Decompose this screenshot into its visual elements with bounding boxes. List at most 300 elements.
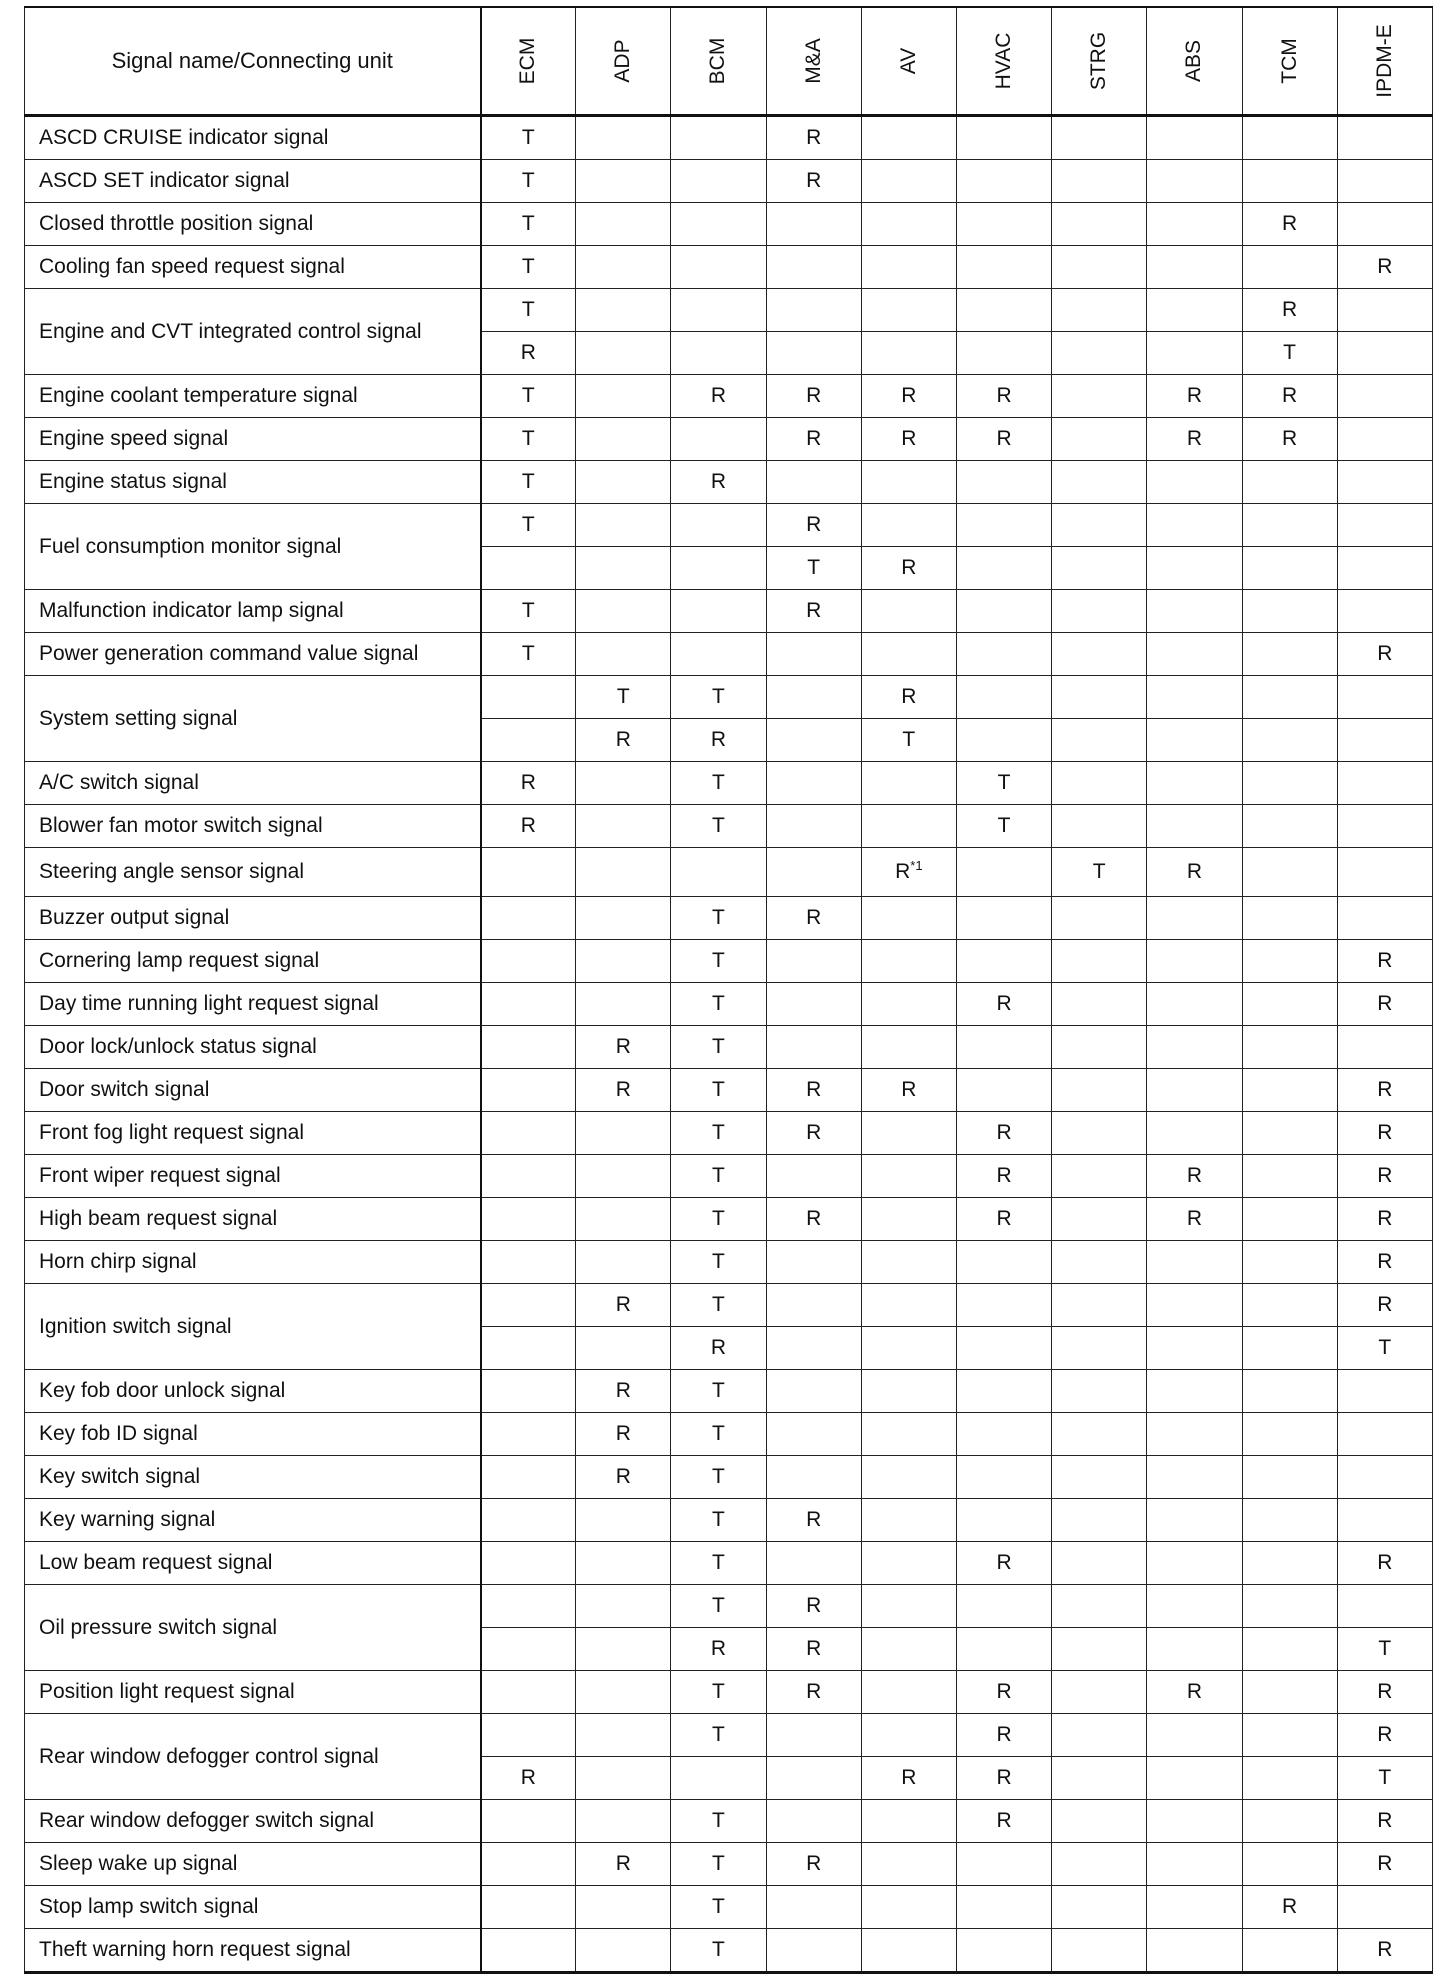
- unit-column-header: [1052, 7, 1147, 116]
- unit-value-cell: R: [576, 1069, 671, 1112]
- unit-value-cell: [1147, 116, 1242, 160]
- unit-value-cell: [1052, 805, 1147, 848]
- footnote-marker: *1: [910, 858, 923, 873]
- unit-value-cell: [481, 1585, 576, 1628]
- unit-value-cell: [1147, 1499, 1242, 1542]
- unit-value-cell: T: [481, 160, 576, 203]
- unit-value-cell: [956, 1370, 1051, 1413]
- unit-column-label: STRG: [1087, 31, 1111, 91]
- table-row: [25, 461, 1433, 504]
- unit-value-cell: [956, 332, 1051, 375]
- unit-value-cell: [766, 1241, 861, 1284]
- unit-value-cell: R: [956, 1671, 1051, 1714]
- unit-value-cell: [861, 246, 956, 289]
- unit-value-cell: T: [956, 762, 1051, 805]
- unit-column-header: [1242, 7, 1337, 116]
- unit-column-header: [481, 7, 576, 116]
- unit-value-cell: [1147, 1370, 1242, 1413]
- unit-value-cell: [861, 504, 956, 547]
- unit-value-cell: [1052, 1327, 1147, 1370]
- unit-value-cell: [956, 1069, 1051, 1112]
- unit-value-cell: R: [1337, 1284, 1432, 1327]
- unit-value-cell: R: [1242, 418, 1337, 461]
- unit-value-cell: R: [481, 1757, 576, 1800]
- table-header: [25, 7, 1433, 116]
- unit-value-cell: [671, 547, 766, 590]
- unit-value-cell: [481, 1671, 576, 1714]
- unit-value-cell: [861, 848, 956, 897]
- table-row: [25, 1069, 1433, 1112]
- unit-value-cell: [766, 633, 861, 676]
- unit-value-cell: [1052, 719, 1147, 762]
- signal-name-cell: Closed throttle position signal: [25, 203, 481, 246]
- unit-value-cell: [956, 848, 1051, 897]
- unit-value-cell: [1052, 1671, 1147, 1714]
- unit-value-cell: [1052, 1069, 1147, 1112]
- unit-value-cell: R: [576, 719, 671, 762]
- signal-name-column-header: Signal name/Connecting unit: [25, 7, 481, 116]
- unit-value-cell: [481, 1069, 576, 1112]
- unit-value-cell: [1147, 1112, 1242, 1155]
- table-row: [25, 1198, 1433, 1241]
- unit-value-cell: [861, 633, 956, 676]
- unit-value-cell: [1337, 1370, 1432, 1413]
- unit-value-cell: [671, 332, 766, 375]
- unit-value-cell: [766, 719, 861, 762]
- unit-value-cell: [766, 762, 861, 805]
- table-row: [25, 375, 1433, 418]
- unit-value-cell: [861, 1413, 956, 1456]
- unit-value-cell: [1052, 461, 1147, 504]
- signal-name-cell: Door lock/unlock status signal: [25, 1026, 481, 1069]
- unit-value-cell: R: [956, 1714, 1051, 1757]
- table-row: [25, 160, 1433, 203]
- unit-value-cell: [1242, 116, 1337, 160]
- unit-value-cell: T: [481, 116, 576, 160]
- unit-value-cell: [1242, 1413, 1337, 1456]
- unit-value-cell: [1147, 1026, 1242, 1069]
- unit-value-cell: T: [1242, 332, 1337, 375]
- unit-column-label: HVAC: [992, 32, 1016, 90]
- unit-value-cell: [1052, 1456, 1147, 1499]
- unit-value-cell: [956, 1886, 1051, 1929]
- table-row: [25, 1370, 1433, 1413]
- unit-value-cell: [1052, 160, 1147, 203]
- unit-value-cell: T: [671, 1284, 766, 1327]
- unit-value-cell: [1052, 1198, 1147, 1241]
- unit-value-cell: [576, 547, 671, 590]
- unit-value-cell: [956, 289, 1051, 332]
- unit-value-cell: [1242, 1327, 1337, 1370]
- unit-value-cell: [766, 1026, 861, 1069]
- unit-value-cell: [956, 590, 1051, 633]
- signal-name-cell: Rear window defogger switch signal: [25, 1800, 481, 1843]
- unit-value-cell: [861, 203, 956, 246]
- unit-value-cell: R: [766, 1671, 861, 1714]
- unit-value-cell: [766, 1413, 861, 1456]
- unit-value-cell: R: [1242, 1886, 1337, 1929]
- unit-value-cell: R: [956, 1757, 1051, 1800]
- unit-value-cell: [576, 332, 671, 375]
- unit-column-header: [861, 7, 956, 116]
- cell-value: R: [895, 860, 911, 883]
- signal-name-cell: Power generation command value signal: [25, 633, 481, 676]
- unit-value-cell: [861, 1671, 956, 1714]
- unit-value-cell: [671, 160, 766, 203]
- unit-value-cell: T: [671, 1198, 766, 1241]
- table-row: [25, 590, 1433, 633]
- signal-name-cell: Engine status signal: [25, 461, 481, 504]
- unit-value-cell: [1147, 1327, 1242, 1370]
- unit-value-cell: [1147, 676, 1242, 719]
- unit-value-cell: R: [956, 375, 1051, 418]
- unit-value-cell: [1242, 504, 1337, 547]
- unit-value-cell: [576, 1112, 671, 1155]
- unit-value-cell: [766, 1886, 861, 1929]
- unit-value-cell: T: [1337, 1327, 1432, 1370]
- unit-value-cell: [861, 762, 956, 805]
- unit-value-cell: [671, 1757, 766, 1800]
- unit-value-cell: [481, 1413, 576, 1456]
- unit-value-cell: [1242, 633, 1337, 676]
- signal-name-cell: Key warning signal: [25, 1499, 481, 1542]
- unit-value-cell: [1337, 1456, 1432, 1499]
- unit-value-cell: [1052, 1413, 1147, 1456]
- unit-value-cell: [576, 848, 671, 897]
- unit-value-cell: [1052, 1843, 1147, 1886]
- unit-value-cell: [1052, 676, 1147, 719]
- unit-value-cell: [1337, 547, 1432, 590]
- unit-value-cell: R: [1242, 203, 1337, 246]
- unit-value-cell: [861, 1327, 956, 1370]
- table-row: [25, 1112, 1433, 1155]
- unit-value-cell: [766, 848, 861, 897]
- unit-value-cell: T: [671, 1671, 766, 1714]
- unit-value-cell: [481, 848, 576, 897]
- signal-name-cell: Cornering lamp request signal: [25, 940, 481, 983]
- unit-column-header: [766, 7, 861, 116]
- unit-value-cell: [1337, 1886, 1432, 1929]
- unit-value-cell: [861, 1155, 956, 1198]
- unit-value-cell: [956, 1327, 1051, 1370]
- unit-value-cell: R: [1337, 1714, 1432, 1757]
- unit-value-cell: [1147, 246, 1242, 289]
- unit-value-cell: [1337, 762, 1432, 805]
- unit-value-cell: T: [1337, 1757, 1432, 1800]
- unit-value-cell: [1147, 762, 1242, 805]
- unit-value-cell: [481, 1284, 576, 1327]
- unit-value-cell: [1147, 203, 1242, 246]
- unit-value-cell: [1337, 1413, 1432, 1456]
- unit-value-cell: [1147, 897, 1242, 940]
- table-row: [25, 940, 1433, 983]
- unit-value-cell: [1052, 116, 1147, 160]
- unit-value-cell: [956, 1929, 1051, 1973]
- unit-value-cell: [861, 1284, 956, 1327]
- unit-value-cell: R: [766, 418, 861, 461]
- unit-column-header: [1337, 7, 1432, 116]
- signal-name-cell: Day time running light request signal: [25, 983, 481, 1026]
- unit-value-cell: [861, 1929, 956, 1973]
- unit-value-cell: [956, 203, 1051, 246]
- unit-value-cell: [1147, 983, 1242, 1026]
- unit-value-cell: [1147, 461, 1242, 504]
- unit-value-cell: [481, 1327, 576, 1370]
- unit-value-cell: [1147, 633, 1242, 676]
- unit-value-cell: [766, 1370, 861, 1413]
- unit-value-cell: [481, 1155, 576, 1198]
- unit-value-cell: [1242, 940, 1337, 983]
- unit-value-cell: [1337, 289, 1432, 332]
- unit-value-cell: [1242, 1155, 1337, 1198]
- unit-value-cell: R: [956, 1198, 1051, 1241]
- unit-value-cell: [576, 1628, 671, 1671]
- unit-value-cell: R: [766, 375, 861, 418]
- unit-value-cell: [481, 1628, 576, 1671]
- unit-value-cell: [1242, 590, 1337, 633]
- signal-name-cell: Front wiper request signal: [25, 1155, 481, 1198]
- signal-name-cell: Horn chirp signal: [25, 1241, 481, 1284]
- unit-value-cell: [766, 983, 861, 1026]
- signal-name-cell: Cooling fan speed request signal: [25, 246, 481, 289]
- unit-value-cell: T: [481, 418, 576, 461]
- unit-value-cell: [481, 676, 576, 719]
- unit-value-cell: [1147, 590, 1242, 633]
- unit-value-cell: [1242, 461, 1337, 504]
- signal-name-cell: Oil pressure switch signal: [25, 1585, 481, 1671]
- unit-value-cell: [576, 1241, 671, 1284]
- unit-value-cell: R: [956, 418, 1051, 461]
- unit-value-cell: [956, 1499, 1051, 1542]
- unit-value-cell: R: [766, 160, 861, 203]
- unit-value-cell: [1147, 1800, 1242, 1843]
- signal-table-document: [24, 6, 1432, 1974]
- unit-value-cell: T: [671, 1542, 766, 1585]
- signal-name-cell: Engine speed signal: [25, 418, 481, 461]
- unit-value-cell: [861, 1456, 956, 1499]
- unit-value-cell: [956, 1456, 1051, 1499]
- unit-value-cell: [956, 246, 1051, 289]
- signal-name-cell: Malfunction indicator lamp signal: [25, 590, 481, 633]
- unit-value-cell: [576, 1714, 671, 1757]
- unit-column-header: [1147, 7, 1242, 116]
- signal-name-cell: System setting signal: [25, 676, 481, 762]
- unit-value-cell: R: [766, 1585, 861, 1628]
- unit-value-cell: [956, 1413, 1051, 1456]
- unit-value-cell: [1147, 547, 1242, 590]
- unit-value-cell: R: [766, 504, 861, 547]
- unit-value-cell: R: [1337, 246, 1432, 289]
- unit-value-cell: [576, 289, 671, 332]
- table-row: [25, 1886, 1433, 1929]
- unit-value-cell: [766, 461, 861, 504]
- unit-value-cell: R: [861, 375, 956, 418]
- unit-value-cell: [1052, 504, 1147, 547]
- unit-value-cell: [861, 940, 956, 983]
- unit-value-cell: R: [1147, 375, 1242, 418]
- unit-value-cell: [1052, 762, 1147, 805]
- signal-name-cell: ASCD SET indicator signal: [25, 160, 481, 203]
- unit-value-cell: [1242, 983, 1337, 1026]
- unit-value-cell: [576, 1757, 671, 1800]
- signal-name-cell: ASCD CRUISE indicator signal: [25, 116, 481, 160]
- unit-value-cell: R: [1147, 848, 1242, 897]
- unit-value-cell: [956, 1628, 1051, 1671]
- unit-value-cell: [481, 983, 576, 1026]
- table-row: [25, 504, 1433, 547]
- unit-value-cell: [861, 590, 956, 633]
- unit-value-cell: R: [766, 116, 861, 160]
- unit-value-cell: T: [481, 590, 576, 633]
- table-row: [25, 805, 1433, 848]
- unit-value-cell: [1242, 1585, 1337, 1628]
- unit-value-cell: [481, 1843, 576, 1886]
- unit-value-cell: [1052, 1585, 1147, 1628]
- unit-value-cell: [1147, 160, 1242, 203]
- unit-value-cell: [481, 940, 576, 983]
- unit-value-cell: [766, 1929, 861, 1973]
- unit-value-cell: [1052, 1800, 1147, 1843]
- unit-value-cell: R: [956, 1800, 1051, 1843]
- unit-value-cell: [671, 504, 766, 547]
- unit-value-cell: T: [481, 246, 576, 289]
- unit-value-cell: R: [576, 1284, 671, 1327]
- unit-value-cell: [481, 1026, 576, 1069]
- unit-value-cell: T: [671, 983, 766, 1026]
- unit-value-cell: [1337, 332, 1432, 375]
- unit-value-cell: [1052, 1284, 1147, 1327]
- unit-value-cell: [576, 590, 671, 633]
- unit-value-cell: R: [576, 1843, 671, 1886]
- unit-value-cell: [1242, 1800, 1337, 1843]
- unit-value-cell: T: [956, 805, 1051, 848]
- unit-value-cell: [576, 160, 671, 203]
- signal-name-cell: Stop lamp switch signal: [25, 1886, 481, 1929]
- unit-value-cell: [576, 203, 671, 246]
- unit-value-cell: R: [861, 547, 956, 590]
- unit-value-cell: [576, 897, 671, 940]
- unit-value-cell: [1242, 1026, 1337, 1069]
- unit-value-cell: R: [956, 1542, 1051, 1585]
- signal-name-cell: Sleep wake up signal: [25, 1843, 481, 1886]
- unit-value-cell: [1147, 1069, 1242, 1112]
- unit-value-cell: [1242, 1198, 1337, 1241]
- unit-value-cell: R: [1337, 1155, 1432, 1198]
- unit-value-cell: R: [861, 1757, 956, 1800]
- unit-value-cell: [956, 719, 1051, 762]
- unit-value-cell: [861, 1628, 956, 1671]
- table-row: [25, 116, 1433, 160]
- signal-name-cell: Ignition switch signal: [25, 1284, 481, 1370]
- signal-name-cell: Low beam request signal: [25, 1542, 481, 1585]
- unit-value-cell: [576, 633, 671, 676]
- unit-value-cell: [1147, 1542, 1242, 1585]
- unit-value-cell: [1337, 160, 1432, 203]
- unit-value-cell: T: [671, 1069, 766, 1112]
- table-row: [25, 289, 1433, 332]
- unit-value-cell: [956, 1284, 1051, 1327]
- unit-value-cell: R: [956, 1112, 1051, 1155]
- signal-name-cell: Engine coolant temperature signal: [25, 375, 481, 418]
- unit-value-cell: [1147, 1628, 1242, 1671]
- unit-value-cell: [1147, 1843, 1242, 1886]
- unit-value-cell: T: [671, 1585, 766, 1628]
- table-row: [25, 1800, 1433, 1843]
- unit-value-cell: [576, 504, 671, 547]
- unit-value-cell: R: [766, 1069, 861, 1112]
- unit-value-cell: [1147, 504, 1242, 547]
- unit-value-cell: [1242, 160, 1337, 203]
- unit-value-cell: [1052, 547, 1147, 590]
- unit-value-cell: R: [1147, 1671, 1242, 1714]
- unit-value-cell: R: [1337, 1069, 1432, 1112]
- table-row: [25, 633, 1433, 676]
- signal-name-cell: Key fob ID signal: [25, 1413, 481, 1456]
- unit-value-cell: [766, 676, 861, 719]
- unit-value-cell: [956, 633, 1051, 676]
- unit-value-cell: R: [1337, 1241, 1432, 1284]
- signal-name-cell: Door switch signal: [25, 1069, 481, 1112]
- unit-value-cell: [576, 1198, 671, 1241]
- unit-column-label: ABS: [1182, 39, 1206, 83]
- unit-value-cell: [861, 897, 956, 940]
- signal-name-cell: Blower fan motor switch signal: [25, 805, 481, 848]
- table-row: [25, 897, 1433, 940]
- table-row: [25, 1241, 1433, 1284]
- unit-value-cell: [766, 1284, 861, 1327]
- unit-value-cell: [1242, 762, 1337, 805]
- unit-value-cell: [481, 897, 576, 940]
- unit-value-cell: R: [1147, 1198, 1242, 1241]
- unit-value-cell: [1242, 1456, 1337, 1499]
- unit-value-cell: [481, 1714, 576, 1757]
- unit-value-cell: [1052, 1499, 1147, 1542]
- unit-value-cell: [1052, 1757, 1147, 1800]
- unit-value-cell: [956, 1026, 1051, 1069]
- table-row: [25, 1714, 1433, 1757]
- unit-value-cell: R: [956, 1155, 1051, 1198]
- unit-value-cell: [1052, 246, 1147, 289]
- unit-value-cell: [1052, 1026, 1147, 1069]
- unit-value-cell: [576, 1929, 671, 1973]
- unit-column-label: ECM: [516, 37, 540, 85]
- unit-value-cell: T: [1337, 1628, 1432, 1671]
- unit-value-cell: R: [1242, 289, 1337, 332]
- unit-value-cell: [671, 203, 766, 246]
- unit-value-cell: [1052, 1886, 1147, 1929]
- signal-name-cell: Steering angle sensor signal: [25, 848, 481, 897]
- unit-value-cell: [1242, 1542, 1337, 1585]
- unit-value-cell: [861, 983, 956, 1026]
- unit-value-cell: R: [1147, 418, 1242, 461]
- unit-value-cell: [1337, 1499, 1432, 1542]
- unit-value-cell: R: [671, 1327, 766, 1370]
- unit-value-cell: [1242, 1370, 1337, 1413]
- unit-value-cell: [1052, 1542, 1147, 1585]
- unit-value-cell: T: [481, 203, 576, 246]
- unit-value-cell: [576, 375, 671, 418]
- unit-value-cell: [1052, 332, 1147, 375]
- unit-value-cell: [861, 1198, 956, 1241]
- unit-value-cell: [576, 1327, 671, 1370]
- unit-value-cell: [861, 160, 956, 203]
- unit-value-cell: [1337, 1585, 1432, 1628]
- unit-value-cell: R: [1337, 983, 1432, 1026]
- signal-name-cell: A/C switch signal: [25, 762, 481, 805]
- unit-value-cell: R: [576, 1026, 671, 1069]
- signal-name-cell: Engine and CVT integrated control signal: [25, 289, 481, 375]
- unit-value-cell: [861, 1843, 956, 1886]
